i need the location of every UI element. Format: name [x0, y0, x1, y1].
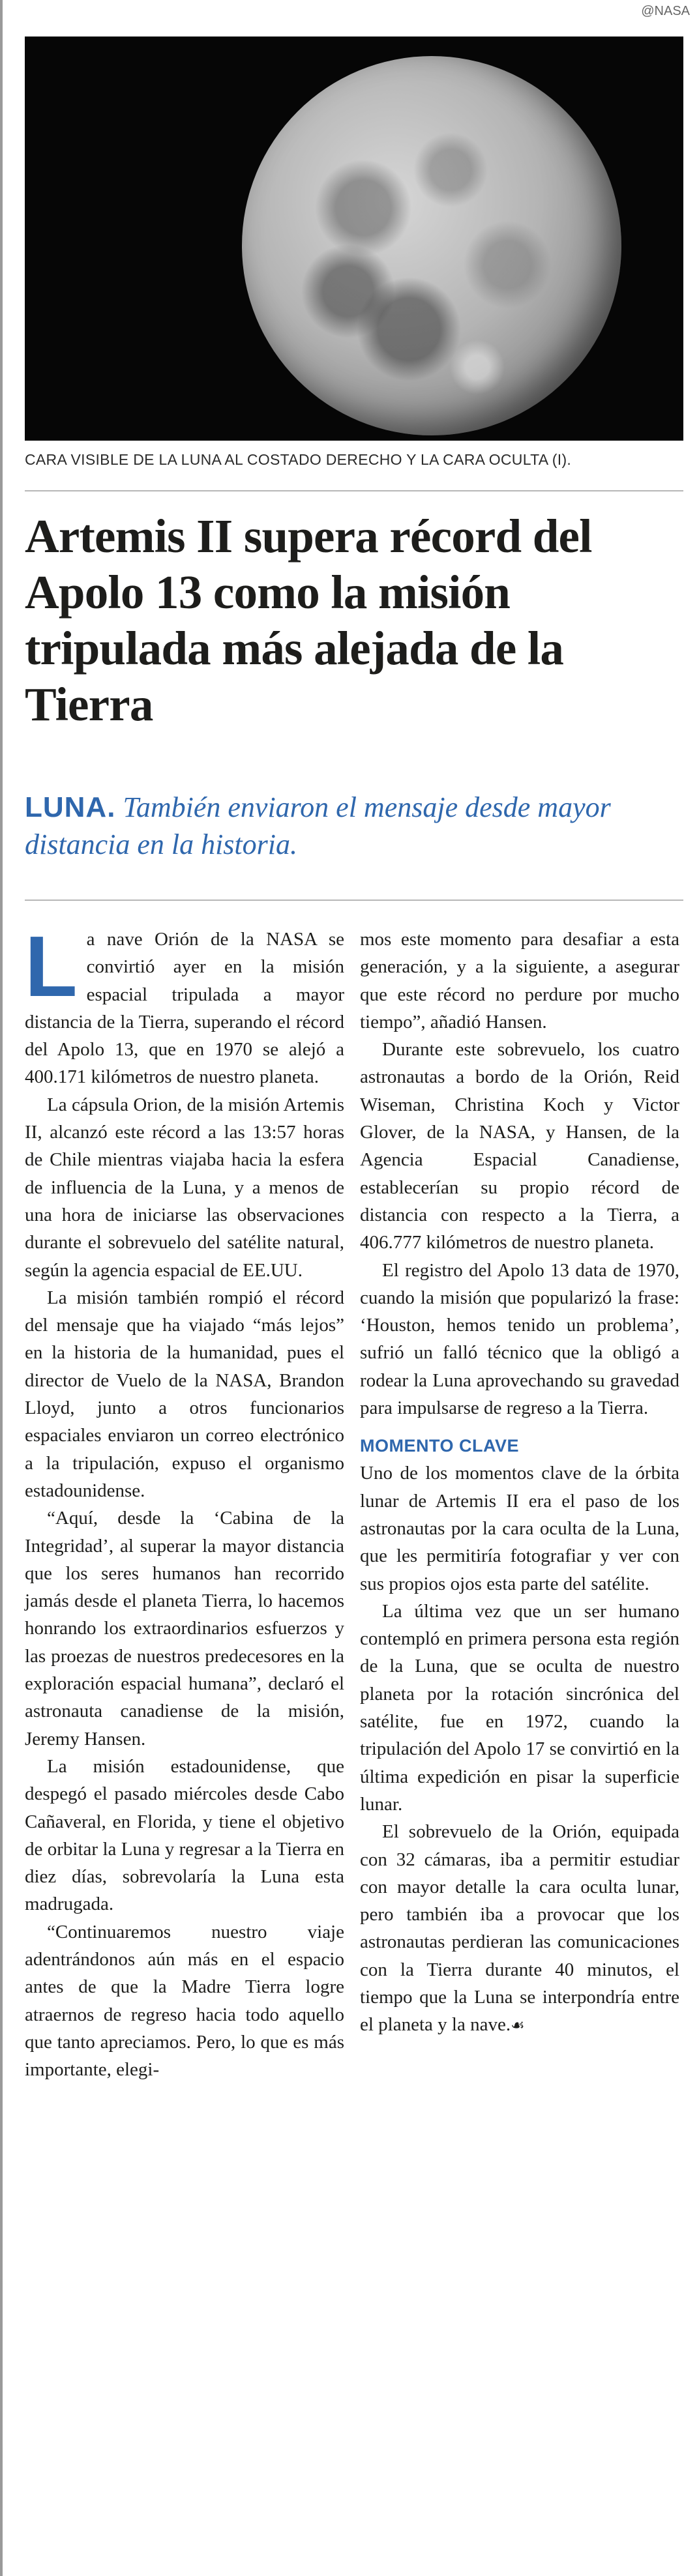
moon-image [242, 56, 621, 435]
article-paragraph: La cápsula Orion, de la misión Artemis II, alcanzó este récord a las 13:57 horas de Chile mientras viajaba hacia la esfera de influencia de la Luna, y a menos de una hora de iniciarse las observaciones durante el sobrevuelo del satélite natural, según la agencia espacial de EE.UU. [25, 1094, 344, 1281]
article-paragraph: “Continuaremos nuestro viaje adentrándonos aún más en el espacio antes de que la Madre Tierra logre atraernos de regreso hacia todo aquello que tanto apreciamos. Pero, lo que es más importante, elegi- [25, 1921, 344, 2081]
article-paragraph: La misión también rompió el récord del mensaje que ha viajado “más lejos” en la historia de la humanidad, pues el director de Vuelo de la NASA, Brandon Lloyd, junto a otros funcionarios espaciales enviaron un correo electrónico a la tripulación, expuso el organismo estadounidense. [25, 1287, 344, 1501]
photo-caption: CARA VISIBLE DE LA LUNA AL COSTADO DERECHO Y LA CARA OCULTA (I). [25, 451, 572, 468]
article-paragraph: Durante este sobrevuelo, los cuatro astronautas a bordo de la Orión, Reid Wiseman, Christina Koch y Victor Glover, de la NASA, y Hansen, de la Agencia Espacial Canadiense, establecerían su propio récord de distancia con respecto a la Tierra, a 406.777 kilómetros de nuestro planeta. [360, 1039, 679, 1253]
end-mark-icon: ☙ [511, 2016, 525, 2035]
article-paragraph: El sobrevuelo de la Orión, equipada con 32 cámaras, iba a permitir estudiar con mayor detalle la cara oculta lunar, pero también iba a provocar que los astronautas perdieran las comunicaciones con la Tierra durante 40 minutos, el tiempo que la Luna se interpondría entre el planeta y la nave.☙ [360, 1821, 679, 2036]
article-column-2 [360, 926, 679, 2040]
subhead-text: También enviaron el mensaje desde mayor distancia en la historia. [25, 791, 611, 860]
article-column-1 [25, 918, 344, 2083]
subhead-kicker: LUNA. [25, 791, 116, 823]
left-column-rule [0, 0, 3, 2576]
article-paragraph: Uno de los momentos clave de la órbita lunar de Artemis II era el paso de los astronautas por la cara oculta de la Luna, que les permitiría fotografiar y ver con sus propios ojos esta parte del satélite. [360, 1463, 679, 1594]
subhead [25, 789, 683, 863]
article-paragraph: La última vez que un ser humano contempló en primera persona esta región de la Luna, que se oculta de nuestro planeta por la rotación sincrónica del satélite, fue en 1972, cuando la tripulación del Apolo 17 se convirtió en la última expedición en pisar la superficie lunar. [360, 1600, 679, 1815]
article-paragraph: La nave Orión de la NASA se convirtió ayer en la misión espacial tripulada a mayor distancia de la Tierra, superando el récord del Apolo 13, que en 1970 se alejó a 400.171 kilómetros de nuestro planeta. [25, 918, 344, 1088]
photo-credit: @NASA [641, 4, 690, 18]
section-heading: MOMENTO CLAVE [360, 1436, 520, 1456]
caption-rule [25, 490, 683, 491]
moon-photo [25, 37, 683, 441]
subhead-rule [25, 900, 683, 901]
headline: Artemis II supera récord del Apolo 13 como la misión tripulada más alejada de la Tierra [25, 510, 592, 731]
drop-cap: L [25, 918, 78, 1014]
article-paragraph: “Aquí, desde la ‘Cabina de la Integridad’, al superar la mayor distancia que los seres humanos han recorrido jamás desde el planeta Tierra, lo hacemos honrando los extraordinarios esfuerzos y las proezas de nuestros predecesores en la exploración espacial humana”, declaró el astronauta canadiense de la misión, Jeremy Hansen. [25, 1508, 344, 1749]
article-paragraph: mos este momento para desafiar a esta generación, y a la siguiente, a asegurar que este récord no perdure por mucho tiempo”, añadió Hansen. [360, 929, 679, 1032]
article-paragraph: El registro del Apolo 13 data de 1970, cuando la misión que popularizó la frase: ‘Houston, hemos tenido un problema’, sufrió un falló técnico que la obligó a rodear la Luna aprovechando su gravedad para impulsarse de regreso a la Tierra. [360, 1259, 679, 1419]
article-paragraph: La misión estadounidense, que despegó el pasado miércoles desde Cabo Cañaveral, en Florida, y tiene el objetivo de orbitar la Luna y regresar a la Tierra en diez días, sobrevolaría la Luna esta madrugada. [25, 1755, 344, 1915]
